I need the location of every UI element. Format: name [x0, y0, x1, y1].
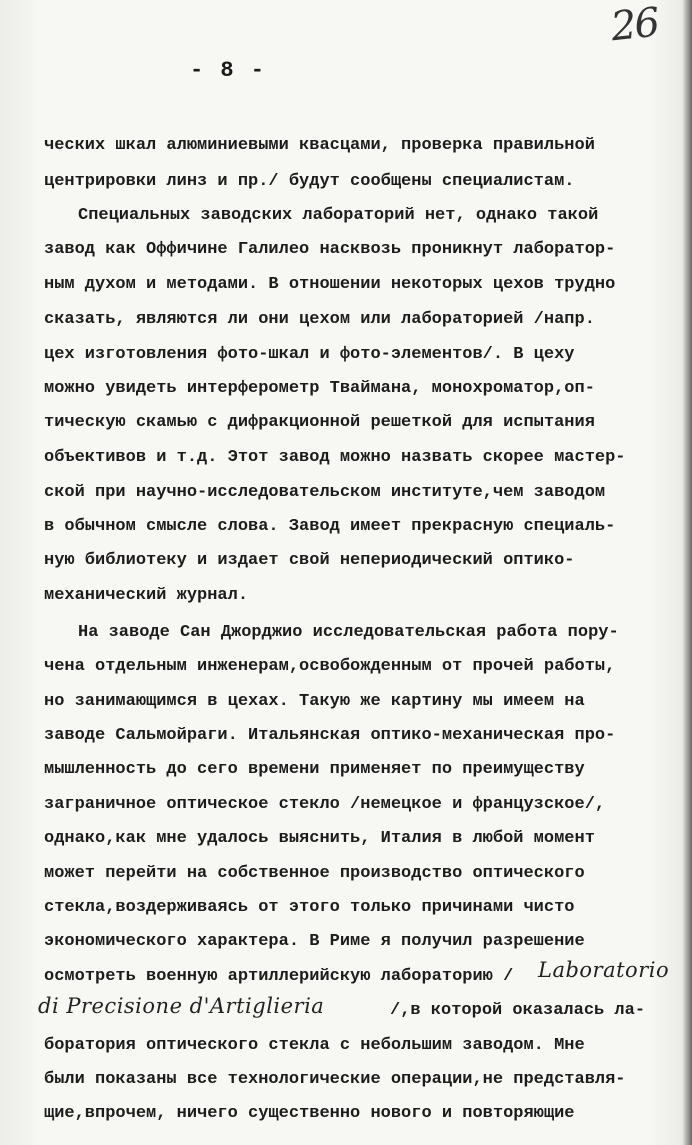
text-line: мышленность до сего времени применяет по преимуществу: [44, 760, 585, 779]
text-line: может перейти на собственное производство оптического: [44, 864, 585, 883]
text-line: центрировки линз и пр./ будут сообщены специалистам.: [44, 172, 575, 191]
handwritten-insert: di Precisione d'Artiglieria: [38, 994, 325, 1018]
text-line: стекла,воздерживаясь от этого только причинами чисто: [44, 898, 575, 917]
text-line: заграничное оптическое стекло /немецкое и французское/,: [44, 795, 606, 814]
handwritten-insert: Laboratorio: [538, 958, 670, 982]
text-line: тическую скамью с дифракционной решеткой для испытания: [44, 413, 595, 432]
text-line: осмотреть военную артиллерийскую лабораторию /: [44, 967, 514, 986]
text-line: Специальных заводских лабораторий нет, однако такой: [78, 206, 599, 225]
text-line: боратория оптического стекла с небольшим заводом. Мне: [44, 1036, 585, 1055]
text-line: можно увидеть интерферометр Тваймана, монохроматор,оп-: [44, 379, 595, 398]
text-line: ным духом и методами. В отношении некоторых цехов трудно: [44, 275, 616, 294]
scan-edge-shadow: [682, 0, 692, 1145]
text-line: в обычном смысле слова. Завод имеет прекрасную специаль-: [44, 517, 616, 536]
text-line: но занимающимся в цехах. Такую же картину мы имеем на: [44, 692, 585, 711]
text-line: механический журнал.: [44, 586, 249, 605]
text-line: ную библиотеку и издает свой непериодический оптико-: [44, 551, 575, 570]
text-line: объективов и т.д. Этот завод можно назвать скорее мастер-: [44, 448, 626, 467]
text-line: заводе Сальмойраги. Итальянская оптико-механическая про-: [44, 726, 616, 745]
text-line: чена отдельным инженерам,освобожденным от прочей работы,: [44, 657, 616, 676]
text-line: /,в которой оказалась ла-: [390, 1001, 646, 1020]
text-line: сказать, являются ли они цехом или лабораторией /напр.: [44, 310, 595, 329]
text-line: однако,как мне удалось выяснить, Италия в любой момент: [44, 829, 595, 848]
text-line: На заводе Сан Джорджио исследовательская работа пору-: [78, 623, 619, 642]
text-line: щие,впрочем, ничего существенно нового и повторяющие: [44, 1104, 575, 1123]
text-line: экономического характера. В Риме я получил разрешение: [44, 932, 585, 951]
text-line: цех изготовления фото-шкал и фото-элементов/. В цеху: [44, 345, 575, 364]
text-line: ской при научно-исследовательском институте,чем заводом: [44, 483, 606, 502]
text-line: ческих шкал алюминиевыми квасцами, проверка правильной: [44, 136, 595, 155]
folio-number: 26: [608, 0, 661, 51]
page-number: - 8 -: [190, 58, 267, 83]
text-line: завод как Оффичине Галилео насквозь проникнут лаборатор-: [44, 240, 616, 259]
text-line: были показаны все технологические операции,не представля-: [44, 1070, 626, 1089]
